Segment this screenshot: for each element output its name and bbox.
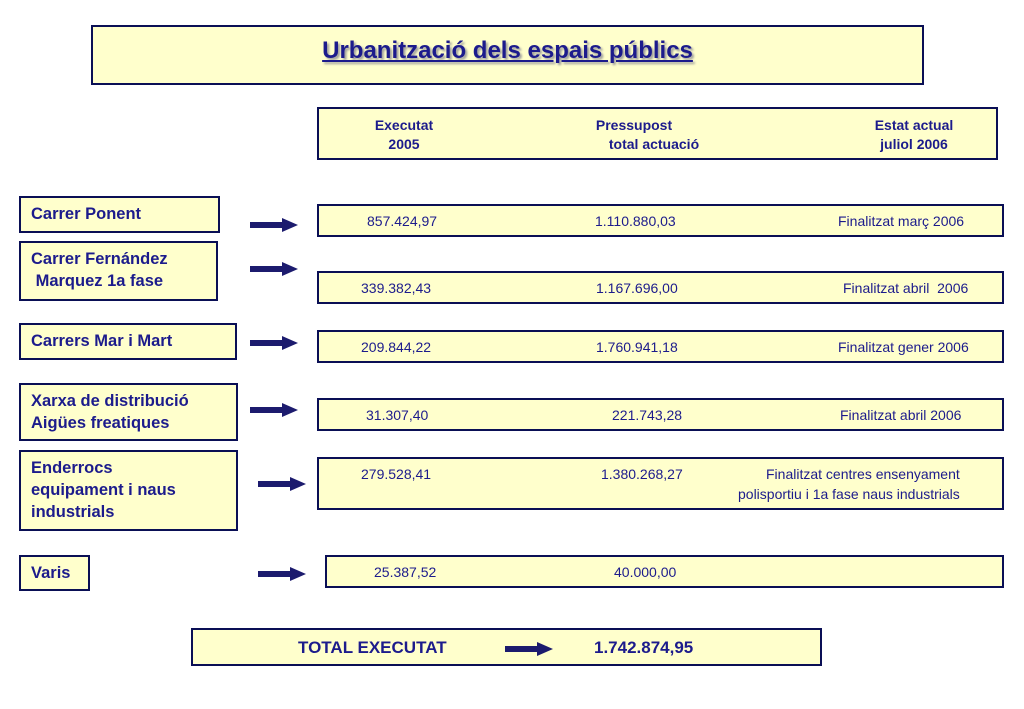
executat-value: 31.307,40 — [366, 407, 429, 423]
row-label-line: Varis — [31, 564, 71, 582]
executat-value: 25.387,52 — [374, 564, 437, 580]
header-executat-line1: Executat — [374, 117, 434, 133]
row-label-box — [19, 555, 90, 591]
arrow-right-icon — [250, 218, 298, 232]
row-label-box — [19, 383, 238, 441]
estat-value: Finalitzat gener 2006 — [838, 339, 969, 355]
row-label-box — [19, 196, 220, 233]
header-estat — [849, 116, 979, 154]
pressupost-value: 40.000,00 — [614, 564, 677, 580]
header-pressupost-line1: Pressupost — [595, 117, 673, 133]
arrow-right-icon — [250, 403, 298, 417]
header-estat-line1: Estat actual — [874, 117, 954, 133]
arrow-right-icon — [250, 262, 298, 276]
executat-value: 279.528,41 — [361, 466, 432, 482]
row-label-box — [19, 450, 238, 531]
row-values-box — [317, 204, 1004, 237]
row-values-box — [317, 330, 1004, 363]
total-label: TOTAL EXECUTAT — [298, 638, 447, 657]
estat-value: Finalitzat abril 2006 — [843, 280, 969, 296]
arrow-right-icon — [258, 477, 306, 491]
row-label-line: Carrer Fernández — [31, 250, 168, 268]
pressupost-value: 1.110.880,03 — [595, 213, 676, 229]
row-values-box — [317, 398, 1004, 431]
row-label-line: Enderrocs — [31, 459, 113, 477]
header-executat-line2: 2005 — [388, 136, 420, 152]
header-executat — [349, 116, 459, 154]
executat-value: 339.382,43 — [361, 280, 432, 296]
estat-value: Finalitzat març 2006 — [838, 213, 965, 229]
row-label-line: industrials — [31, 503, 115, 521]
row-label-line: Marquez 1a fase — [31, 272, 164, 290]
arrow-right-icon — [250, 336, 298, 350]
estat-value: Finalitzat abril 2006 — [840, 407, 962, 423]
estat-value-line2: polisportiu i 1a fase naus industrials — [738, 486, 960, 502]
header-pressupost — [569, 116, 719, 154]
page-title: Urbanització dels espais públics — [322, 37, 693, 64]
row-label-line: Carrers Mar i Mart — [31, 332, 173, 350]
row-label-line: Xarxa de distribució — [31, 392, 189, 410]
total-box — [191, 628, 822, 666]
column-header-box — [317, 107, 998, 160]
arrow-right-icon — [258, 567, 306, 581]
row-label-box — [19, 323, 237, 360]
executat-value: 857.424,97 — [367, 213, 438, 229]
total-value: 1.742.874,95 — [594, 638, 694, 657]
row-label-line: Carrer Ponent — [31, 205, 142, 223]
row-values-box — [317, 271, 1004, 304]
pressupost-value: 1.167.696,00 — [596, 280, 678, 296]
row-values-box — [317, 457, 1004, 510]
arrow-right-icon — [505, 642, 553, 656]
title-box — [91, 25, 924, 85]
pressupost-value: 1.760.941,18 — [596, 339, 678, 355]
row-label-line: equipament i naus — [31, 481, 176, 499]
row-label-box — [19, 241, 218, 301]
estat-value: Finalitzat centres ensenyament — [766, 466, 960, 482]
pressupost-value: 221.743,28 — [612, 407, 683, 423]
header-estat-line2: juliol 2006 — [880, 136, 948, 152]
pressupost-value: 1.380.268,27 — [601, 466, 683, 482]
executat-value: 209.844,22 — [361, 339, 432, 355]
row-values-box — [325, 555, 1004, 588]
row-label-line: Aigües freatiques — [31, 414, 170, 432]
header-pressupost-line2: total actuació — [608, 136, 700, 152]
